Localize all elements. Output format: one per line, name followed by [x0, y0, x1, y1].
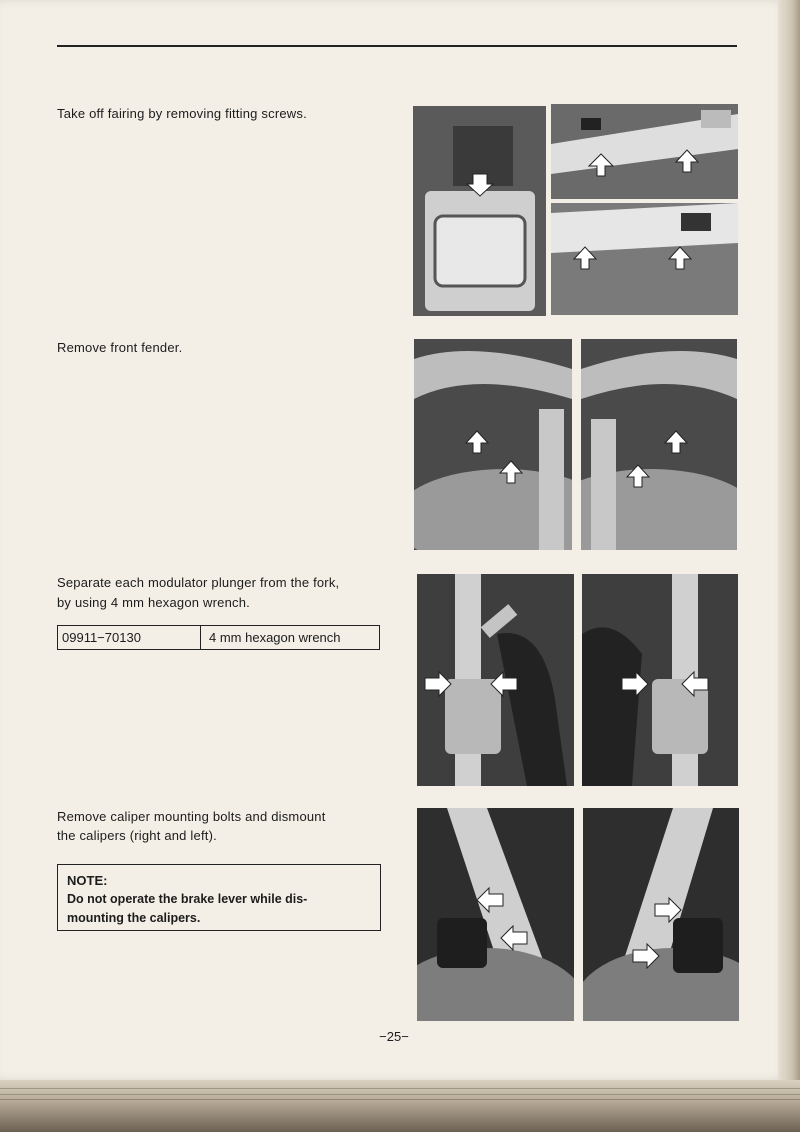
photo-front-fender-right — [581, 339, 737, 550]
photo-caliper-left — [417, 808, 574, 1021]
note-line-2: mounting the calipers. — [67, 911, 201, 925]
page-number: −25− — [379, 1029, 409, 1044]
step-2-text: Remove front fender. — [57, 340, 183, 355]
note-box — [57, 864, 381, 931]
header-rule — [57, 45, 737, 47]
step-4-text-line1: Remove caliper mounting bolts and dismount — [57, 809, 326, 824]
photo-fairing-screws-bottom — [551, 203, 738, 315]
tool-part-number: 09911−70130 — [58, 626, 201, 649]
special-tool-table — [57, 625, 380, 650]
step-3-text-line2: by using 4 mm hexagon wrench. — [57, 595, 250, 610]
photo-modulator-left — [417, 574, 574, 786]
page-edge-right — [778, 0, 800, 1132]
note-heading: NOTE: — [67, 873, 108, 888]
step-4-text-line2: the calipers (right and left). — [57, 828, 217, 843]
photo-fairing-screws-top — [551, 104, 738, 199]
tool-name: 4 mm hexagon wrench — [209, 630, 341, 645]
photo-headlight-fairing — [413, 106, 546, 316]
photo-caliper-right — [583, 808, 739, 1021]
step-1-text: Take off fairing by removing fitting screws. — [57, 106, 307, 121]
step-3-text-line1: Separate each modulator plunger from the fork, — [57, 575, 340, 590]
photo-modulator-right — [582, 574, 738, 786]
page-edge-bottom — [0, 1080, 800, 1132]
photo-front-fender-left — [414, 339, 572, 550]
note-line-1: Do not operate the brake lever while dis- — [67, 892, 308, 906]
